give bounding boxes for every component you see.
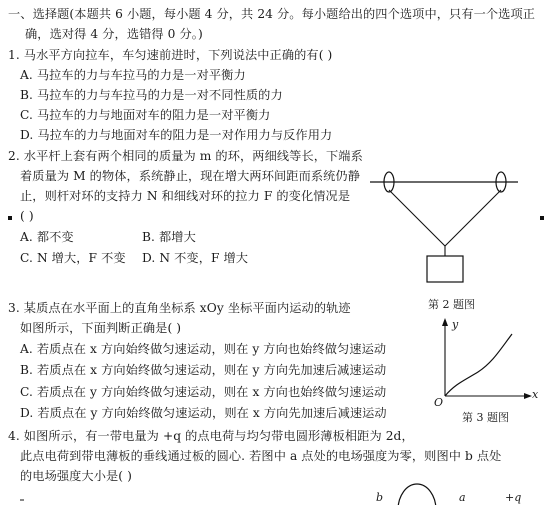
q2-hanging-block bbox=[427, 256, 463, 282]
q2-stem-line2: 着质量为 M 的物体，系统静止，现在增大两环间距而系统仍静 bbox=[20, 169, 361, 183]
q3-option-b: B. 若质点在 x 方向始终做匀速运动，则在 y 方向先加速后减速运动 bbox=[20, 363, 387, 377]
q2-figure-caption: 第 2 题图 bbox=[428, 298, 475, 311]
q2-option-d: D. N 不变，F 增大 bbox=[142, 251, 249, 265]
q2-option-c: C. N 增大，F 不变 bbox=[20, 251, 126, 265]
q1-option-b: B. 马拉车的力与车拉马的力是一对不同性质的力 bbox=[20, 88, 283, 102]
q1-option-d: D. 马拉车的力与地面对车的阻力是一对作用力与反作用力 bbox=[20, 128, 333, 142]
q4-stem-line1: 4. 如图所示，有一带电量为 +q 的点电荷与均匀带电圆形薄板相距为 2d， bbox=[8, 429, 414, 443]
q3-origin-label: O bbox=[434, 396, 444, 409]
q2-stem-line4: ( ) bbox=[20, 209, 34, 223]
q3-option-c: C. 若质点在 y 方向始终做匀速运动，则在 x 方向也始终做匀速运动 bbox=[20, 385, 387, 399]
q3-axis-y-label: y bbox=[452, 318, 459, 331]
q3-figure-caption: 第 3 题图 bbox=[462, 411, 509, 424]
q4-charged-plate bbox=[398, 484, 436, 505]
q2-right-ring bbox=[496, 172, 506, 192]
q4-label-b: b bbox=[376, 491, 384, 504]
section-header-line2: 确，选对得 4 分，选错得 0 分。) bbox=[25, 27, 203, 41]
margin-mark-left bbox=[8, 216, 12, 220]
q2-option-b: B. 都增大 bbox=[142, 230, 196, 244]
q3-y-arrow bbox=[442, 318, 448, 326]
q2-left-string bbox=[389, 190, 445, 246]
q3-axis-x-label: x bbox=[532, 388, 539, 401]
q4-stem-line3: 的电场强度大小是( ) bbox=[20, 469, 132, 483]
q3-option-a: A. 若质点在 x 方向始终做匀速运动，则在 y 方向也始终做匀速运动 bbox=[20, 342, 387, 356]
q2-option-a: A. 都不变 bbox=[20, 230, 74, 244]
q1-option-a: A. 马拉车的力与车拉马的力是一对平衡力 bbox=[20, 68, 246, 82]
q3-trajectory bbox=[445, 334, 512, 396]
q2-left-ring bbox=[384, 172, 394, 192]
q4-label-a: a bbox=[459, 491, 466, 504]
q4-label-q: +q bbox=[505, 491, 522, 504]
q1-stem: 1. 马水平方向拉车，车匀速前进时，下列说法中正确的有( ) bbox=[8, 48, 333, 62]
q1-option-c: C. 马拉车的力与地面对车的阻力是一对平衡力 bbox=[20, 108, 271, 122]
q3-x-arrow bbox=[524, 393, 532, 399]
q4-stem-line2: 此点电荷到带电薄板的垂线通过板的圆心. 若图中 a 点处的电场强度为零，则图中 b 点处 bbox=[20, 449, 502, 463]
q2-stem-line3: 止，则杆对环的支持力 N 和细线对环的拉力 F 的变化情况是 bbox=[20, 189, 351, 203]
q3-option-d: D. 若质点在 y 方向始终做匀速运动，则在 x 方向先加速后减速运动 bbox=[20, 406, 387, 420]
section-header-line1: 一、选择题(本题共 6 小题，每小题 4 分，共 24 分。每小题给出的四个选项中，只有一个选项正 bbox=[8, 7, 536, 21]
q3-stem-line1: 3. 某质点在水平面上的直角坐标系 xOy 坐标平面内运动的轨迹 bbox=[8, 301, 351, 315]
q2-right-string bbox=[445, 190, 501, 246]
margin-mark-right bbox=[540, 216, 544, 220]
q3-stem-line2: 如图所示，下面判断正确是( ) bbox=[20, 321, 182, 335]
q2-stem-line1: 2. 水平杆上套有两个相同的质量为 m 的环，两细线等长，下端系 bbox=[8, 149, 363, 163]
